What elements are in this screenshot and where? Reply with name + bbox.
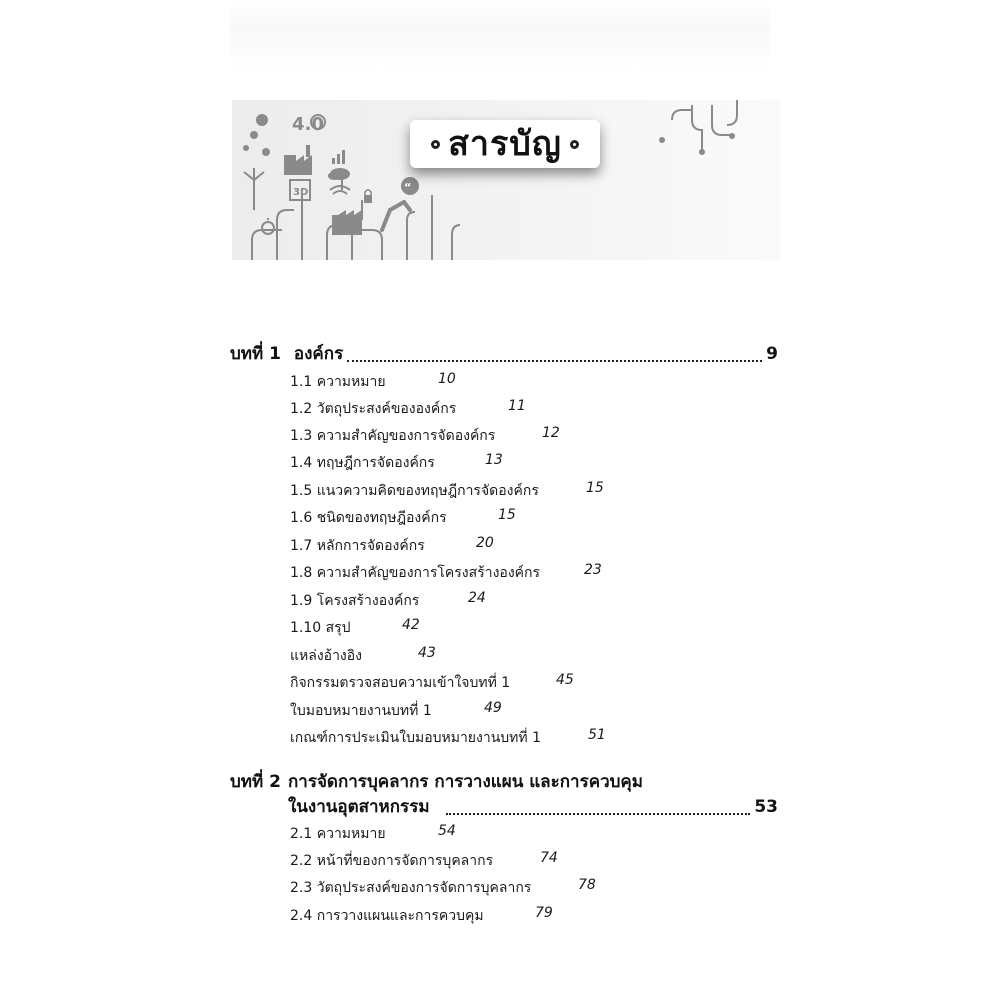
toc-item-page: 49 [484,700,502,716]
toc-item-page: 79 [535,905,553,921]
toc-item: 2.3 วัตถุประสงค์ของการจัดการบุคลากร 78 [290,877,596,896]
toc-item-page: 15 [586,480,604,496]
svg-text:“: “ [404,181,412,194]
robot-arm-icon [382,202,410,230]
bullet-icon [431,140,440,149]
industry-4-label: 4.0 [292,114,324,135]
page-title-box [410,120,600,168]
toc-item-page: 15 [498,507,516,523]
chapter-title: องค์กร [293,344,344,364]
signal-bars-icon [332,150,345,164]
toc-item-page: 10 [438,371,456,387]
toc-item-page: 11 [508,398,526,414]
toc-item-page: 74 [540,850,558,866]
toc-item: กิจกรรมตรวจสอบความเข้าใจบทที่ 1 45 [290,672,574,691]
toc-item-page: 13 [485,452,503,468]
toc-item: เกณฑ์การประเมินใบมอบหมายงานบทที่ 1 51 [290,727,606,746]
toc-item: 1.7 หลักการจัดองค์กร 20 [290,535,494,554]
toc-item: 1.9 โครงสร้างองค์กร 24 [290,590,486,609]
3d-label: 3D [293,187,309,198]
toc-item: 2.2 หน้าที่ของการจัดการบุคลากร 74 [290,850,558,869]
chapter-1-heading [230,340,778,367]
toc-item: 1.1 ความหมาย 10 [290,371,456,390]
toc-item-page: 24 [468,590,486,606]
toc-item: 2.4 การวางแผนและการควบคุม 79 [290,905,553,924]
chapter-number: บทที่ 2 [230,772,281,792]
3d-cube-icon [290,180,310,200]
cloud-icon [328,168,350,180]
toc-item: 1.3 ความสำคัญของการจัดองค์กร 12 [290,425,560,444]
dot-leader [347,360,762,362]
toc-item-page: 51 [588,727,606,743]
toc-item: 1.10 สรุป 42 [290,617,420,636]
toc-item: 1.4 ทฤษฎีการจัดองค์กร 13 [290,452,503,471]
toc-item-page: 43 [418,645,436,661]
stopwatch-icon [262,218,274,234]
factory-icon [284,145,312,175]
previous-page-bleed [230,0,770,70]
toc-item-page: 42 [402,617,420,633]
chapter-title-line2: ในงานอุตสาหกรรม [288,797,430,817]
chat-bubble-icon [401,177,419,195]
toc-item-page: 78 [578,877,596,893]
toc-item-page: 54 [438,823,456,839]
toc-item: 1.8 ความสำคัญของการโครงสร้างองค์กร 23 [290,562,602,581]
toc-item-page: 23 [584,562,602,578]
bullet-icon [570,140,579,149]
dot-leader [446,813,751,815]
chapter-title-line1: การจัดการบุคลากร การวางแผน และการควบคุม [288,772,643,792]
toc-item: ใบมอบหมายงานบทที่ 1 49 [290,700,502,719]
toc-item: 2.1 ความหมาย 54 [290,823,456,842]
chapter-number: บทที่ 1 [230,344,281,364]
wind-turbine-icon [244,168,264,210]
chapter-page: 53 [754,797,778,817]
toc-item-page: 12 [542,425,560,441]
toc-item-page: 20 [476,535,494,551]
page-title: สารบัญ [448,124,562,164]
big-factory-icon [332,210,362,235]
toc-item: 1.2 วัตถุประสงค์ขององค์กร 11 [290,398,526,417]
wifi-icon [330,186,350,194]
toc-item-page: 45 [556,672,574,688]
toc-item: 1.5 แนวความคิดของทฤษฎีการจัดองค์กร 15 [290,480,604,499]
industry-4-icon [292,114,325,135]
chapter-2-heading [230,768,778,795]
chapter-page: 9 [766,344,778,364]
chapter-2-heading-line2 [288,793,778,820]
toc-item: แหล่งอ้างอิง 43 [290,645,436,664]
lock-icon [364,190,372,203]
toc-item: 1.6 ชนิดของทฤษฎีองค์กร 15 [290,507,516,526]
